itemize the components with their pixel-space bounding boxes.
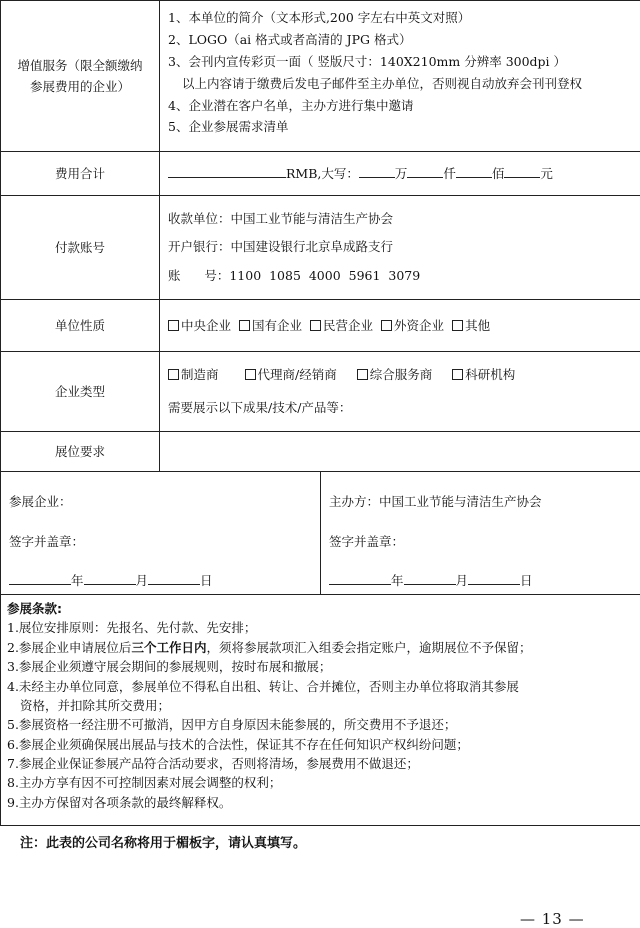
value-added-label: 增值服务（限全额缴纳 参展费用的企业） — [1, 1, 160, 152]
checkbox-icon — [245, 369, 256, 380]
terms-row — [1, 595, 640, 826]
term-item: 1.展位安排原则：先报名、先付款、先安排； — [7, 618, 634, 637]
unit-nature-label: 单位性质 — [1, 300, 160, 352]
checkbox-manufacturer[interactable]: 制造商 — [168, 367, 219, 382]
checkbox-icon — [357, 369, 368, 380]
checkbox-private[interactable]: 民营企业 — [310, 318, 373, 333]
fee-total-field[interactable]: RMB,大写： 万 仟 佰 元 — [160, 152, 640, 196]
value-added-item: 1、本单位的简介（文本形式,200 字左右中英文对照） — [168, 7, 632, 29]
wan-blank[interactable] — [359, 163, 395, 178]
checkbox-other[interactable]: 其他 — [452, 318, 490, 333]
unit-nature-row — [1, 300, 640, 352]
exhibitor-seal-label: 签字并盖章： — [9, 532, 84, 551]
terms-title: 参展条款: — [7, 599, 634, 618]
term-highlight: 三个工作日内 — [131, 640, 206, 655]
term-item: 3.参展企业须遵守展会期间的参展规则，按时布展和撤展； — [7, 657, 634, 676]
checkbox-icon — [452, 320, 463, 331]
payment-content — [160, 196, 640, 300]
organizer-signature-block — [321, 472, 640, 595]
organizer-seal-label: 签字并盖章： — [329, 532, 404, 551]
enterprise-type-content — [160, 352, 640, 432]
booth-requirement-field[interactable] — [160, 432, 640, 472]
page-number: — 13 — — [520, 910, 585, 928]
checkbox-agent-distributor[interactable]: 代理商/经销商 — [245, 367, 337, 382]
account-number: 账 号：1100 1085 4000 5961 3079 — [168, 262, 632, 290]
checkbox-icon — [168, 320, 179, 331]
exhibitor-signature-block — [1, 472, 321, 595]
booth-requirement-row — [1, 432, 640, 472]
checkbox-icon — [239, 320, 250, 331]
qian-blank[interactable] — [407, 163, 443, 178]
unit-nature-options — [160, 300, 640, 352]
term-item: 6.参展企业须确保展出展品与技术的合法性，保证其不存在任何知识产权纠纷问题； — [7, 735, 634, 754]
fee-total-label: 费用合计 — [1, 152, 160, 196]
checkbox-central-enterprise[interactable]: 中央企业 — [168, 318, 231, 333]
enterprise-type-label: 企业类型 — [1, 352, 160, 432]
value-added-item: 2、LOGO（ai 格式或者高清的 JPG 格式） — [168, 29, 632, 51]
checkbox-service-provider[interactable]: 综合服务商 — [357, 367, 433, 382]
payee: 收款单位：中国工业节能与清洁生产协会 — [168, 205, 632, 233]
checkbox-state-owned[interactable]: 国有企业 — [239, 318, 302, 333]
term-item: 7.参展企业保证参展产品符合活动要求，否则将清场，参展费用不做退还； — [7, 754, 634, 773]
checkbox-icon — [310, 320, 321, 331]
value-added-item: 以上内容请于缴费后发电子邮件至主办单位，否则视自动放弃会刊刊登权 — [168, 73, 632, 95]
fee-amount-blank[interactable] — [168, 163, 286, 178]
checkbox-icon — [452, 369, 463, 380]
term-item: 2.参展企业申请展位后三个工作日内，须将参展款项汇入组委会指定账户，逾期展位不予保留； — [7, 638, 634, 657]
organizer-label: 主办方：中国工业节能与清洁生产协会 — [329, 492, 542, 511]
bai-blank[interactable] — [456, 163, 492, 178]
terms-content — [1, 595, 640, 826]
checkbox-foreign[interactable]: 外资企业 — [381, 318, 444, 333]
value-added-item: 5、企业参展需求清单 — [168, 116, 632, 138]
checkbox-icon — [381, 320, 392, 331]
term-item-continued: 资格，并扣除其所交费用； — [7, 696, 634, 715]
payment-label: 付款账号 — [1, 196, 160, 300]
enterprise-type-row — [1, 352, 640, 432]
booth-requirement-label: 展位要求 — [1, 432, 160, 472]
signature-row — [1, 472, 640, 595]
checkbox-icon — [168, 369, 179, 380]
payment-row — [1, 196, 640, 300]
organizer-date[interactable]: 年 月 日 — [329, 570, 533, 590]
term-item: 8.主办方享有因不可控制因素对展会调整的权利； — [7, 773, 634, 792]
exhibitor-date[interactable]: 年 月 日 — [9, 570, 213, 590]
value-added-item: 4、企业潜在客户名单，主办方进行集中邀请 — [168, 95, 632, 117]
value-added-item: 3、会刊内宣传彩页一面（ 竖版尺寸：140X210mm 分辨率 300dpi ） — [168, 51, 632, 73]
term-item: 5.参展资格一经注册不可撤消，因甲方自身原因未能参展的，所交费用不予退还； — [7, 715, 634, 734]
term-item: 4.未经主办单位同意，参展单位不得私自出租、转让、合并摊位，否则主办单位将取消其参展 — [7, 677, 634, 696]
bank: 开户银行：中国建设银行北京阜成路支行 — [168, 233, 632, 261]
yuan-blank[interactable] — [504, 163, 540, 178]
footnote: 注：此表的公司名称将用于楣板字，请认真填写。 — [20, 832, 306, 851]
checkbox-research-institute[interactable]: 科研机构 — [452, 367, 515, 382]
exhibitor-label: 参展企业： — [9, 492, 72, 511]
term-item: 9.主办方保留对各项条款的最终解释权。 — [7, 793, 634, 812]
value-added-content — [160, 1, 640, 152]
showcase-prompt: 需要展示以下成果/技术/产品等： — [168, 392, 632, 425]
fee-total-row — [1, 152, 640, 196]
value-added-row — [1, 1, 640, 152]
